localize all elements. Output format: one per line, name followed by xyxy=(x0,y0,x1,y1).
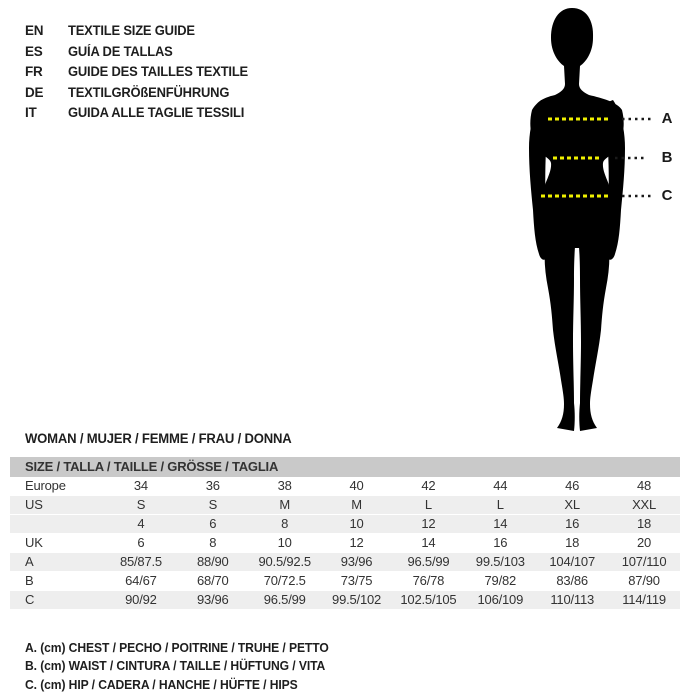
size-cell: XXL xyxy=(632,497,657,512)
legend-hip: C. (cm) HIP / CADERA / HANCHE / HÜFTE / HIPS xyxy=(25,677,298,692)
size-cell: 6 xyxy=(137,535,145,550)
size-cell: 8 xyxy=(281,516,289,531)
size-cell: 99.5/102 xyxy=(332,592,382,607)
size-cell: XL xyxy=(564,497,580,512)
size-cell: S xyxy=(208,497,218,512)
size-cell: 20 xyxy=(637,535,652,550)
size-cell: 85/87.5 xyxy=(119,554,162,569)
section-title-woman: WOMAN / MUJER / FEMME / FRAU / DONNA xyxy=(25,431,292,446)
table-row-us-numeric xyxy=(10,515,680,534)
language-row xyxy=(25,42,256,63)
size-cell: 104/107 xyxy=(549,554,595,569)
row-label: B xyxy=(25,573,34,588)
guide-title: GUÍA DE TALLAS xyxy=(68,43,173,59)
size-cell: 18 xyxy=(637,516,652,531)
measure-label-waist: B xyxy=(661,149,673,166)
language-row xyxy=(25,83,256,104)
size-cell: 10 xyxy=(349,516,364,531)
table-row-waist xyxy=(10,572,680,591)
language-row xyxy=(25,103,256,124)
guide-title: GUIDE DES TAILLES TEXTILE xyxy=(68,64,249,79)
language-code: ES xyxy=(25,43,43,59)
guide-title: TEXTILE SIZE GUIDE xyxy=(68,23,195,38)
table-row-hip xyxy=(10,591,680,610)
measurement-figure xyxy=(485,0,700,440)
measure-label-chest: A xyxy=(661,110,673,127)
size-cell: 6 xyxy=(209,516,217,531)
size-cell: 107/110 xyxy=(621,554,667,569)
size-cell: 114/119 xyxy=(622,592,666,607)
size-cell: 102.5/105 xyxy=(400,592,457,607)
size-cell: M xyxy=(351,497,362,512)
measure-label-hip: C xyxy=(661,187,673,204)
size-cell: 110/113 xyxy=(550,592,595,607)
size-cell: 87/90 xyxy=(628,573,660,588)
size-cell: 76/78 xyxy=(412,573,445,588)
size-cell: 8 xyxy=(209,535,217,550)
table-row-europe xyxy=(10,477,680,496)
row-label xyxy=(10,515,105,533)
size-cell: 42 xyxy=(421,478,436,493)
size-table-header: SIZE / TALLA / TAILLE / GRÖSSE / TAGLIA xyxy=(10,457,680,477)
size-cell: L xyxy=(424,497,432,512)
table-row-uk xyxy=(10,534,680,553)
size-cell: 16 xyxy=(565,516,580,531)
size-cell: 68/70 xyxy=(197,573,229,588)
size-cell: 46 xyxy=(565,478,580,493)
woman-silhouette-icon xyxy=(485,0,700,440)
size-cell: L xyxy=(496,497,504,512)
size-cell: 99.5/103 xyxy=(475,554,525,569)
size-cell: 4 xyxy=(137,516,145,531)
size-cell: 93/96 xyxy=(340,554,373,569)
size-table xyxy=(10,457,680,610)
row-label: C xyxy=(25,592,35,607)
table-row-us xyxy=(10,496,680,515)
language-title-list xyxy=(25,21,256,124)
language-code: EN xyxy=(25,23,44,38)
size-cell: 106/109 xyxy=(477,592,524,607)
size-cell: 40 xyxy=(349,478,364,493)
size-cell: 93/96 xyxy=(197,592,229,607)
size-cell: M xyxy=(279,497,290,512)
size-cell: 12 xyxy=(421,516,436,531)
size-cell: 83/86 xyxy=(556,573,588,588)
legend-waist: B. (cm) WAIST / CINTURA / TAILLE / HÜFTUNG / VITA xyxy=(25,659,326,674)
row-label: A xyxy=(25,554,34,569)
size-cell: S xyxy=(136,497,146,512)
table-row-chest xyxy=(10,553,680,572)
guide-title: GUIDA ALLE TAGLIE TESSILI xyxy=(68,105,245,120)
size-cell: 79/82 xyxy=(484,573,517,588)
size-cell: 73/75 xyxy=(340,573,373,588)
size-cell: 12 xyxy=(349,535,364,550)
size-cell: 70/72.5 xyxy=(263,573,306,588)
size-cell: 18 xyxy=(565,535,580,550)
language-code: FR xyxy=(25,64,43,79)
size-cell: 96.5/99 xyxy=(263,592,306,607)
size-cell: 38 xyxy=(277,478,292,493)
row-label: UK xyxy=(25,535,43,550)
size-cell: 64/67 xyxy=(125,573,157,588)
language-row xyxy=(25,62,256,83)
legend-chest: A. (cm) CHEST / PECHO / POITRINE / TRUHE / PETTO xyxy=(25,641,329,655)
size-cell: 48 xyxy=(637,478,652,493)
size-cell: 14 xyxy=(421,535,436,550)
language-code: IT xyxy=(25,105,37,120)
row-label: Europe xyxy=(25,478,66,493)
size-cell: 34 xyxy=(133,478,148,493)
size-cell: 44 xyxy=(493,478,508,493)
size-cell: 96.5/99 xyxy=(407,554,450,569)
size-cell: 10 xyxy=(277,535,292,550)
measurement-legend xyxy=(25,639,338,694)
size-cell: 90.5/92.5 xyxy=(258,554,311,569)
row-label: US xyxy=(25,497,43,512)
language-row xyxy=(25,21,256,42)
guide-title: TEXTILGRÖßENFÜHRUNG xyxy=(68,84,230,100)
language-code: DE xyxy=(25,84,44,100)
size-cell: 36 xyxy=(205,478,220,493)
size-cell: 14 xyxy=(493,516,508,531)
size-cell: 88/90 xyxy=(197,554,229,569)
size-cell: 90/92 xyxy=(125,592,157,607)
size-cell: 16 xyxy=(493,535,508,550)
